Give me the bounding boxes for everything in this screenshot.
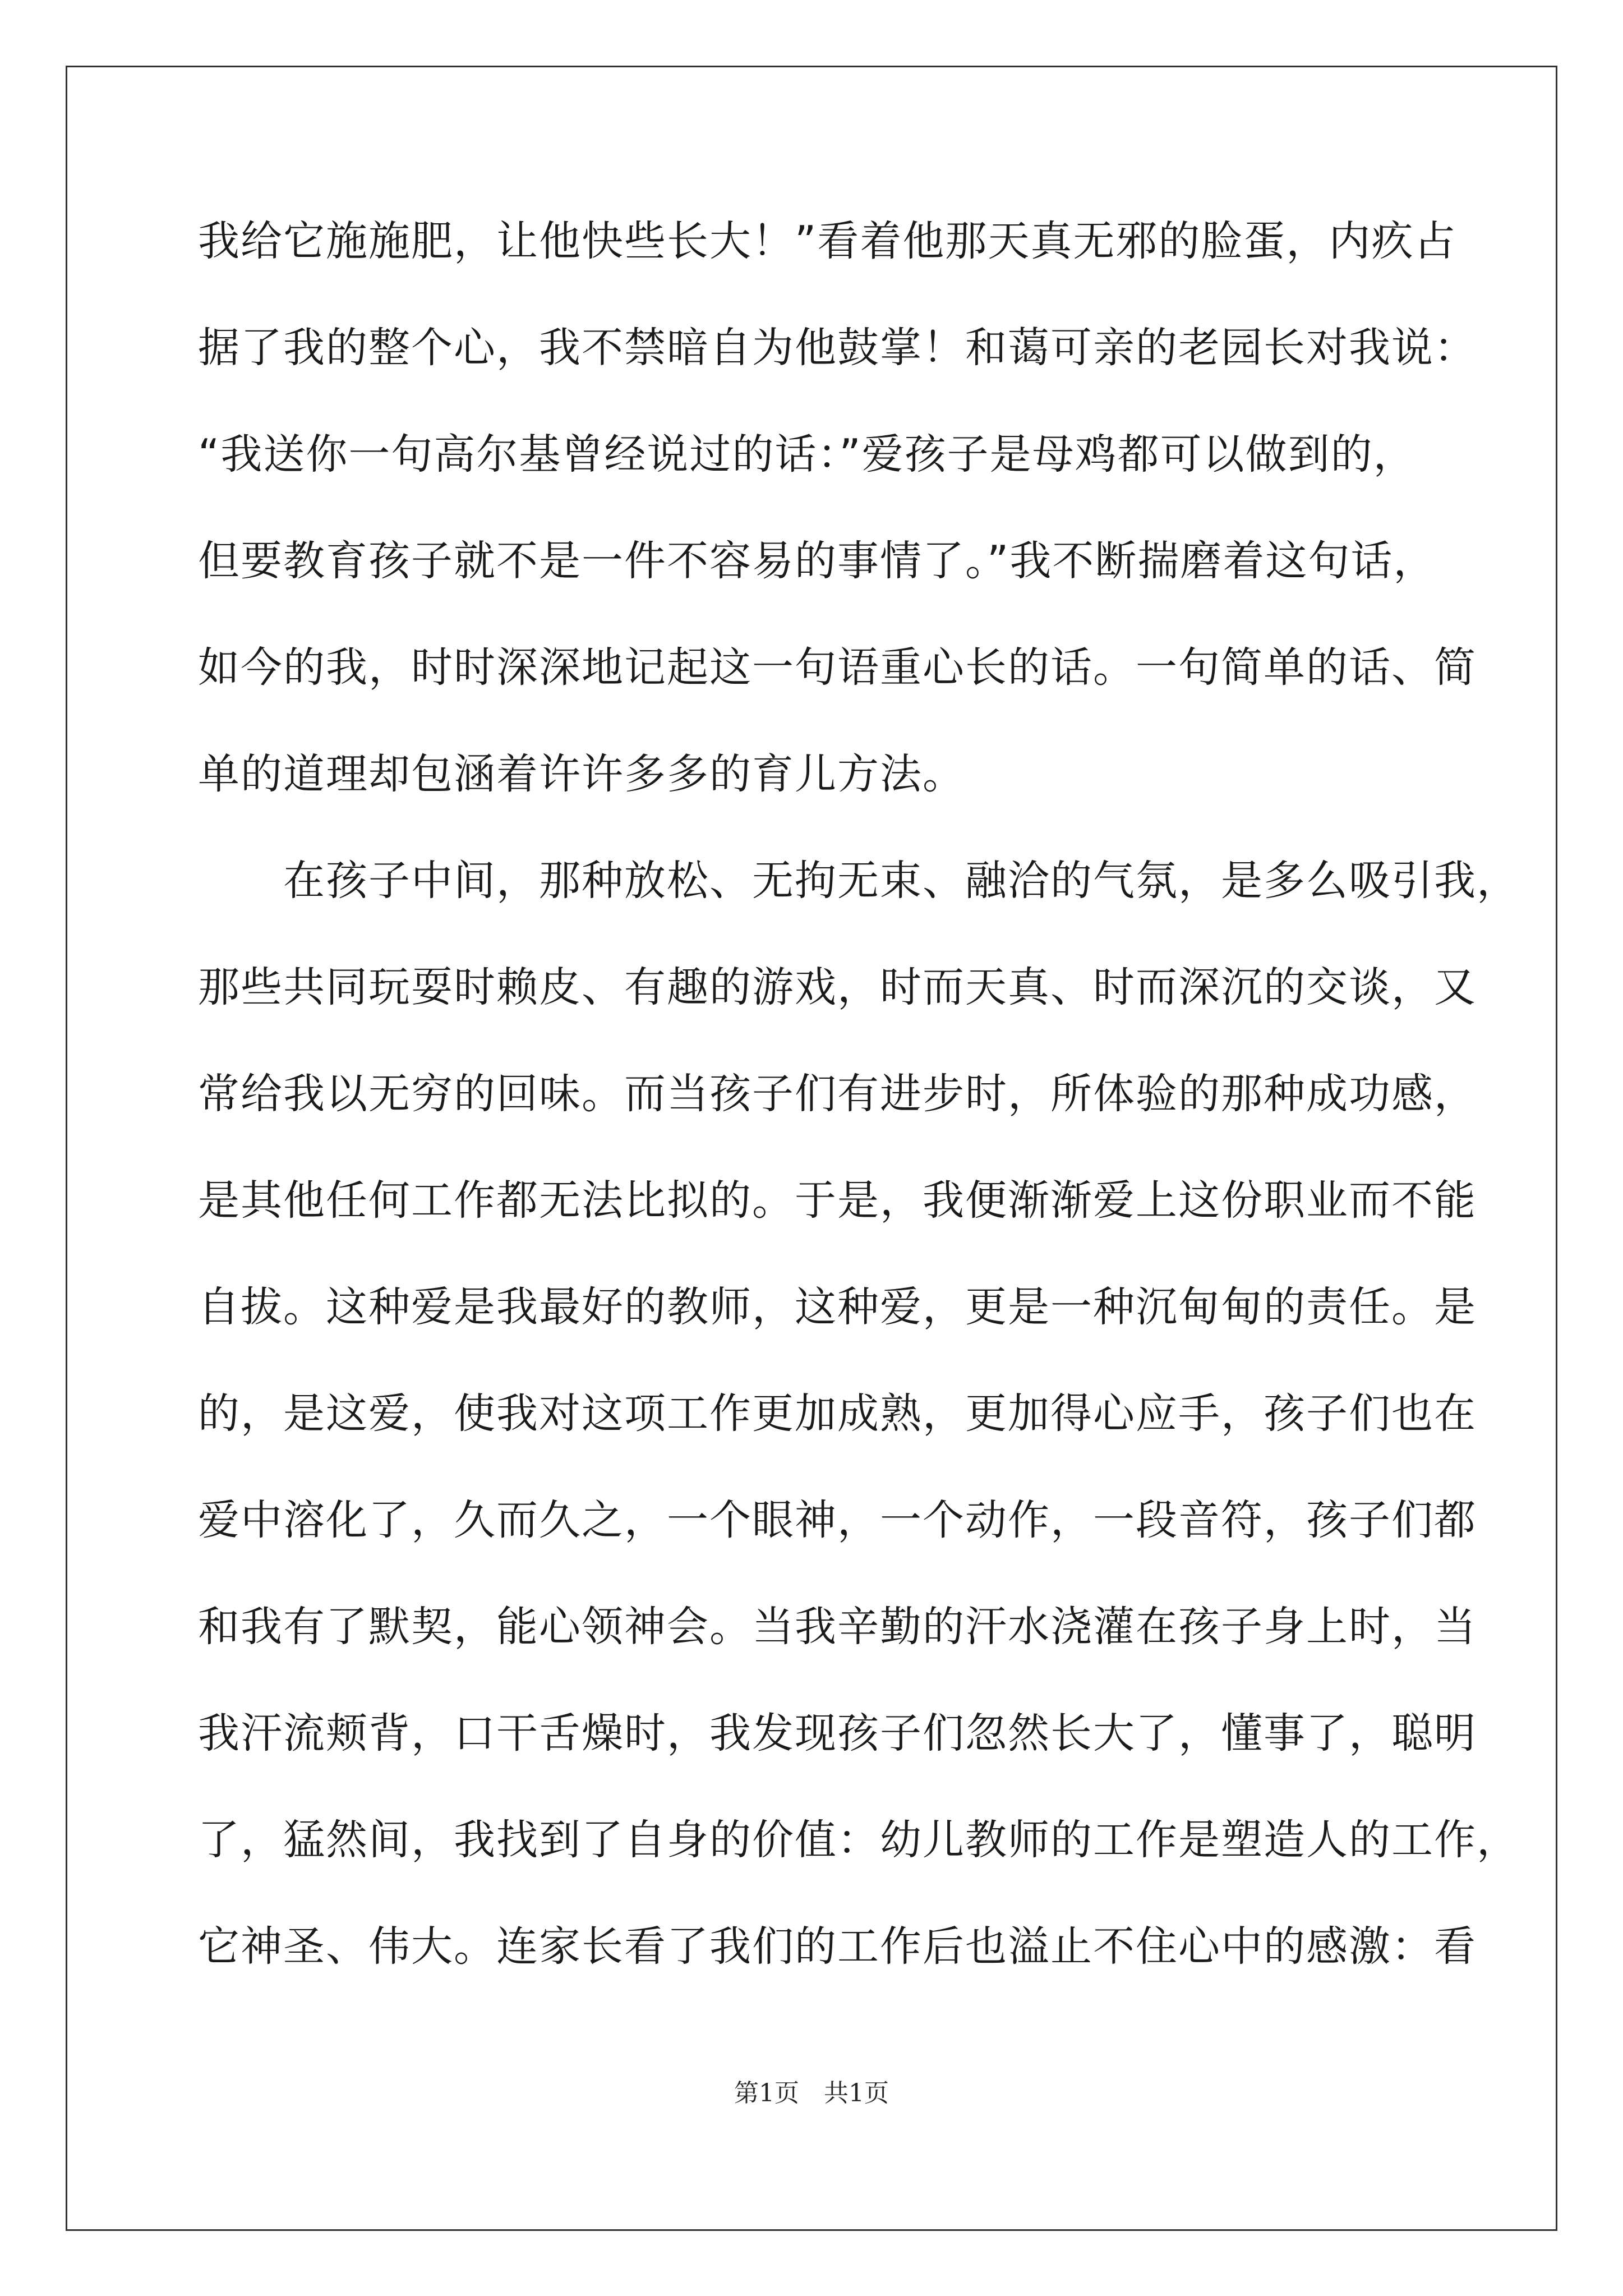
text-line: 它神圣、伟大。连家长看了我们的工作后也溢止不住心中的感激：看: [198, 1922, 1477, 1971]
text-line: 的，是这爱，使我对这项工作更加成熟，更加得心应手，孩子们也在: [198, 1389, 1477, 1438]
text-line: 我给它施施肥，让他快些长大！”看着他那天真无邪的脸蛋，内疚占: [198, 217, 1457, 265]
page-border: [66, 66, 1557, 2231]
text-line: 据了我的整个心，我不禁暗自为他鼓掌！和蔼可亲的老园长对我说：: [198, 324, 1477, 372]
text-line: 单的道理却包涵着许许多多的育儿方法。: [198, 750, 965, 798]
text-line: 那些共同玩耍时赖皮、有趣的游戏，时而天真、时而深沉的交谈，又: [198, 963, 1477, 1011]
text-line: 我汗流颊背，口干舌燥时，我发现孩子们忽然长大了，懂事了，聪明: [198, 1709, 1477, 1757]
text-line: 自拔。这种爱是我最好的教师，这种爱，更是一种沉甸甸的责任。是: [198, 1283, 1477, 1331]
text-line: 但要教育孩子就不是一件不容易的事情了。”我不断揣磨着这句话，: [198, 537, 1436, 585]
text-line: 和我有了默契，能心领神会。当我辛勤的汗水浇灌在孩子身上时，当: [198, 1603, 1477, 1651]
text-line: 是其他任何工作都无法比拟的。于是，我便渐渐爱上这份职业而不能: [198, 1176, 1477, 1225]
text-line: 常给我以无穷的回味。而当孩子们有进步时，所体验的那种成功感，: [198, 1070, 1477, 1118]
text-line: 了，猛然间，我找到了自身的价值：幼儿教师的工作是塑造人的工作，: [198, 1816, 1519, 1864]
text-line: 爱中溶化了，久而久之，一个眼神，一个动作，一段音符，孩子们都: [198, 1496, 1477, 1544]
text-line: 如今的我，时时深深地记起这一句语重心长的话。一句简单的话、简: [198, 643, 1477, 692]
text-line: “我送你一句高尔基曾经说过的话：”爱孩子是母鸡都可以做到的，: [198, 430, 1416, 478]
text-line: 在孩子中间，那种放松、无拘无束、融洽的气氛，是多么吸引我，: [198, 857, 1519, 905]
page-number-footer: 第1页 共1页: [734, 2079, 889, 2108]
